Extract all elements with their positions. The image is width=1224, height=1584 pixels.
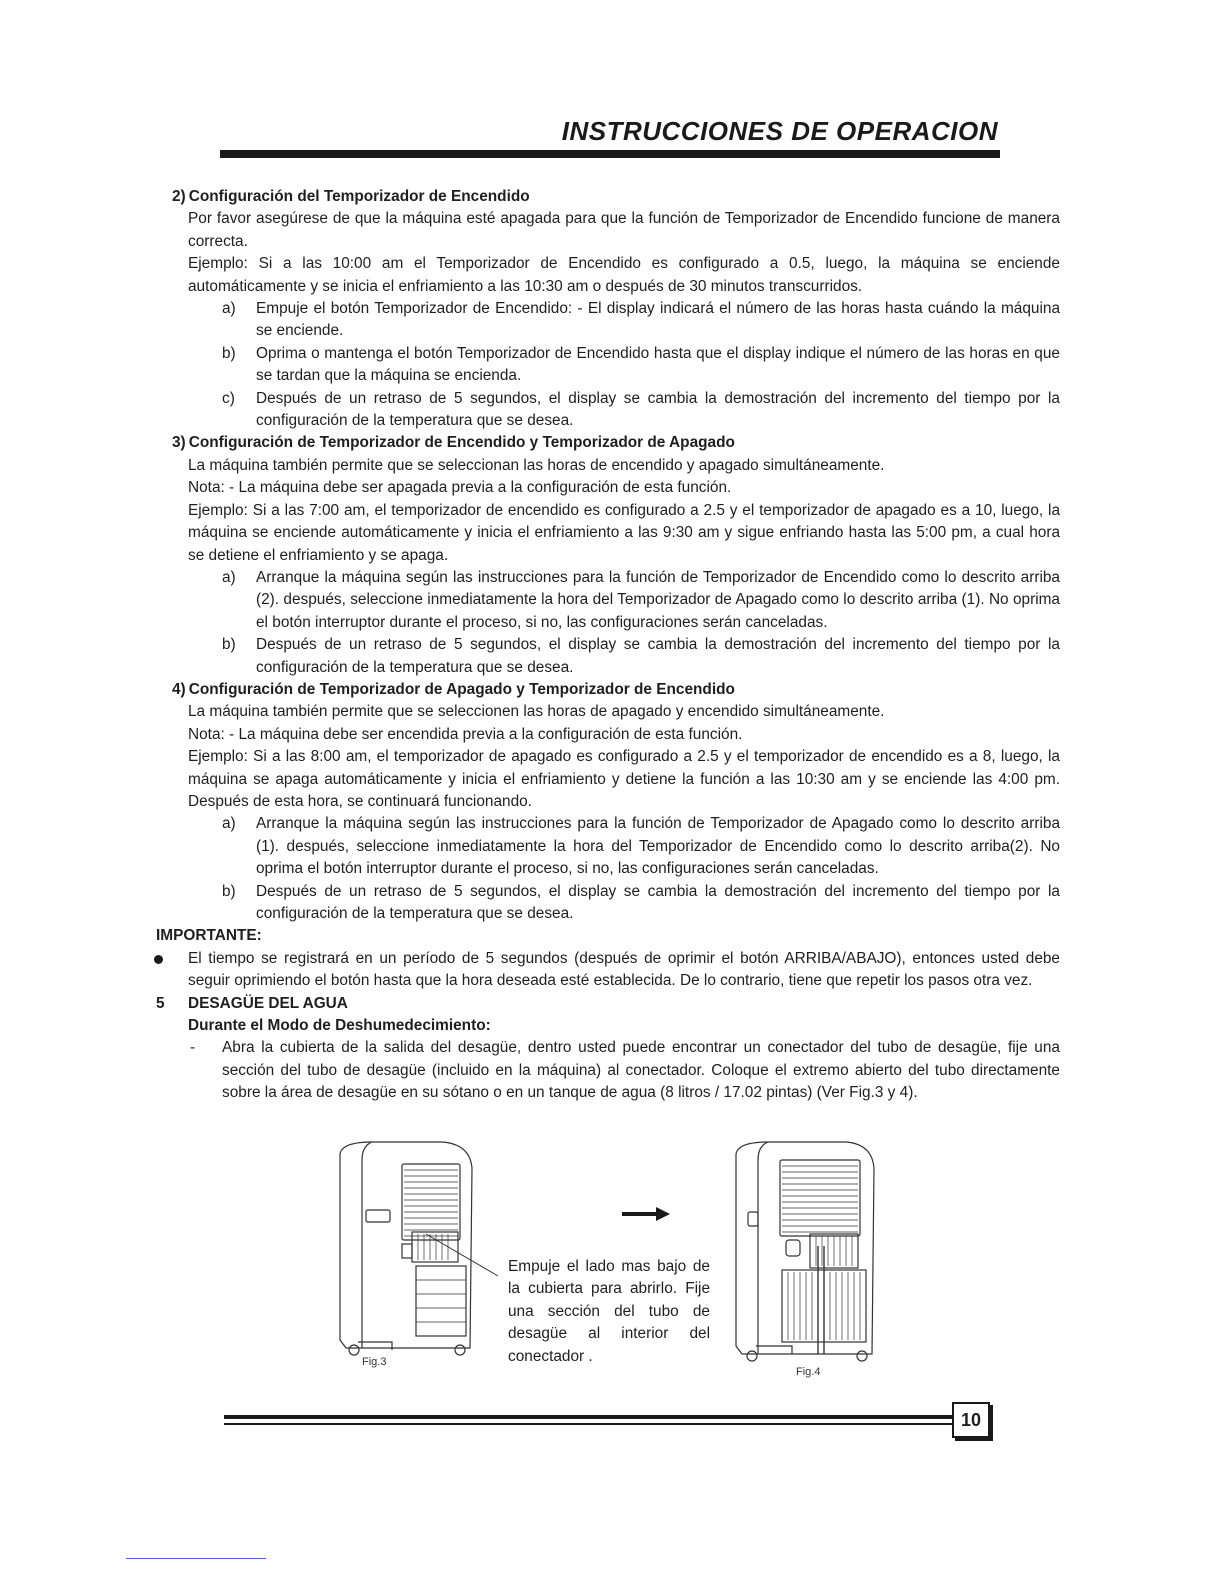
- item-marker: c): [222, 389, 235, 407]
- bottom-edge-line: [126, 1558, 266, 1559]
- footer-rule-thin: [224, 1423, 952, 1425]
- item-marker: a): [222, 815, 236, 833]
- item-marker: a): [222, 568, 236, 586]
- item-text: Oprima o mantenga el botón Temporizador de Encendido hasta que el display indique el número de las horas en que se tardan que la máquina se encienda.: [256, 344, 1060, 385]
- figure-callout-text: Empuje el lado mas bajo de la cubierta para abrirlo. Fije una sección del tubo de desagüe al interior del conectador .: [508, 1258, 710, 1365]
- item-text: Empuje el botón Temporizador de Encendido: - El display indicará el número de las horas hasta cuándo la máquina se enciende.: [256, 300, 1060, 340]
- fig4-ac-unit-illustration: [732, 1140, 882, 1368]
- section-5-subheading: Durante el Modo de Deshumedecimiento:: [188, 1017, 491, 1035]
- page-header-title: INSTRUCCIONES DE OPERACION: [561, 116, 998, 146]
- fig3-callout-leader-line: [420, 1228, 500, 1278]
- dash-marker: -: [190, 1039, 196, 1057]
- fig3-label: Fig.3: [362, 1356, 387, 1368]
- section-3-heading: 3) Configuración de Temporizador de Encendido y Temporizador de Apagado: [172, 434, 735, 452]
- section-3-note: Nota: - La máquina debe ser apagada previa a la configuración de esta función.: [188, 479, 732, 497]
- footer-rule-thick: [224, 1415, 952, 1419]
- section-2-item-c: [222, 388, 1060, 433]
- important-label: IMPORTANTE:: [156, 927, 262, 945]
- item-text: Después de un retraso de 5 segundos, el display se cambia la demostración del incremento del tiempo por la configuración de la temperatura que se desea.: [256, 389, 1060, 430]
- section-4-body: La máquina también permite que se seleccionen las horas de apagado y encendido simultáneamente.: [188, 703, 885, 721]
- section-4-note: Nota: - La máquina debe ser encendida previa a la configuración de esta función.: [188, 725, 743, 743]
- item-marker: a): [222, 300, 236, 318]
- section-5-number: 5: [156, 994, 165, 1012]
- section-3-example: Ejemplo: Si a las 7:00 am, el temporizador de encendido es configurado a 2.5 y el temporizador de apagado es a 10, luego, la máquina se enciende automáticamente y inicia el enfriamiento a las 9:30 am y sigue enfriando hasta las 5:00 pm, a cual hora se detiene el enfriamiento y se apaga.: [188, 501, 1060, 564]
- item-marker: b): [222, 882, 236, 900]
- section-2-example: Ejemplo: Si a las 10:00 am el Temporizador de Encendido es configurado a 0.5, luego, la máquina se enciende automáticamente y se inicia el enfriamiento a las 10:30 am o después de 30 minutos transcurridos.: [188, 255, 1060, 295]
- item-text: Arranque la máquina según las instrucciones para la función de Temporizador de Apagado como lo descrito arriba (1). después, seleccione inmediatamente la hora del Temporizador de Encendido como lo descrito arriba(2). No oprima el botón interruptor durante el proceso, si no, las configuraciones serán canceladas.: [256, 815, 1060, 878]
- fig4-label: Fig.4: [796, 1366, 821, 1378]
- bullet-dot-icon: [154, 955, 163, 964]
- important-bullet: [150, 948, 1060, 993]
- section-4-item-a: [222, 813, 1060, 880]
- item-text: Arranque la máquina según las instrucciones para la función de Temporizador de Encendido como lo descrito arriba (2). después, seleccione inmediatamente la hora del Temporizador de Apagado como lo descrito arriba (1). No oprima el botón interruptor durante el proceso, si no, las configuraciones serán canceladas.: [256, 568, 1060, 631]
- item-marker: b): [222, 344, 236, 362]
- page-number: 10: [952, 1402, 990, 1438]
- item-text: Después de un retraso de 5 segundos, el display se cambia la demostración del incremento del tiempo por la configuración de la temperatura que se desea.: [256, 882, 1060, 922]
- important-bullet-text: El tiempo se registrará en un período de 5 segundos (después de oprimir el botón ARRIBA/ABAJO), entonces usted debe seguir oprimiendo el botón hasta que la hora deseada esté establecida. De lo contrario, tiene que repetir los pasos otra vez.: [188, 949, 1060, 990]
- section-5-item: [188, 1037, 1060, 1104]
- section-4-example: Ejemplo: Si a las 8:00 am, el temporizador de apagado es configurado a 2.5 y el temporizador de encendido es a 8, luego, la máquina se apaga automáticamente y inicia el enfriamiento y detiene la función a las 10:30 am y se enciende las 4:00 pm. Después de esta hora, se continuará funcionando.: [188, 748, 1060, 810]
- section-2-body: Por favor asegúrese de que la máquina esté apagada para que la función de Temporizador de Encendido funcione de manera correcta.: [188, 210, 1060, 250]
- section-5-heading: DESAGÜE DEL AGUA: [188, 994, 348, 1012]
- manual-content: [150, 186, 1060, 1105]
- section-2-item-b: [222, 343, 1060, 388]
- item-marker: b): [222, 636, 236, 654]
- header-rule: [220, 150, 1000, 158]
- section-2-item-a: [222, 298, 1060, 343]
- section-3-body: La máquina también permite que se seleccionan las horas de encendido y apagado simultáneamente.: [188, 456, 885, 474]
- section-4-heading: 4) Configuración de Temporizador de Apagado y Temporizador de Encendido: [172, 680, 735, 698]
- item-text: Después de un retraso de 5 segundos, el display se cambia la demostración del incremento del tiempo por la configuración de la temperatura que se desea.: [256, 636, 1060, 676]
- right-arrow-icon: [620, 1204, 672, 1224]
- section-3-item-b: [222, 634, 1060, 679]
- section-3-item-a: [222, 567, 1060, 634]
- section-5-heading-row: [150, 993, 1060, 1015]
- section-5-item-text: Abra la cubierta de la salida del desagüe, dentro usted puede encontrar un conectador del tubo de desagüe, fije una sección del tubo de desagüe (incluido en la máquina) al conectador. Coloque el extremo abierto del tubo directamente sobre la área de desagüe en su sótano o en un tanque de agua (8 litros / 17.02 pintas) (Ver Fig.3 y 4).: [222, 1039, 1060, 1102]
- section-4-item-b: [222, 881, 1060, 926]
- section-2-heading: 2) Configuración del Temporizador de Encendido: [172, 188, 530, 205]
